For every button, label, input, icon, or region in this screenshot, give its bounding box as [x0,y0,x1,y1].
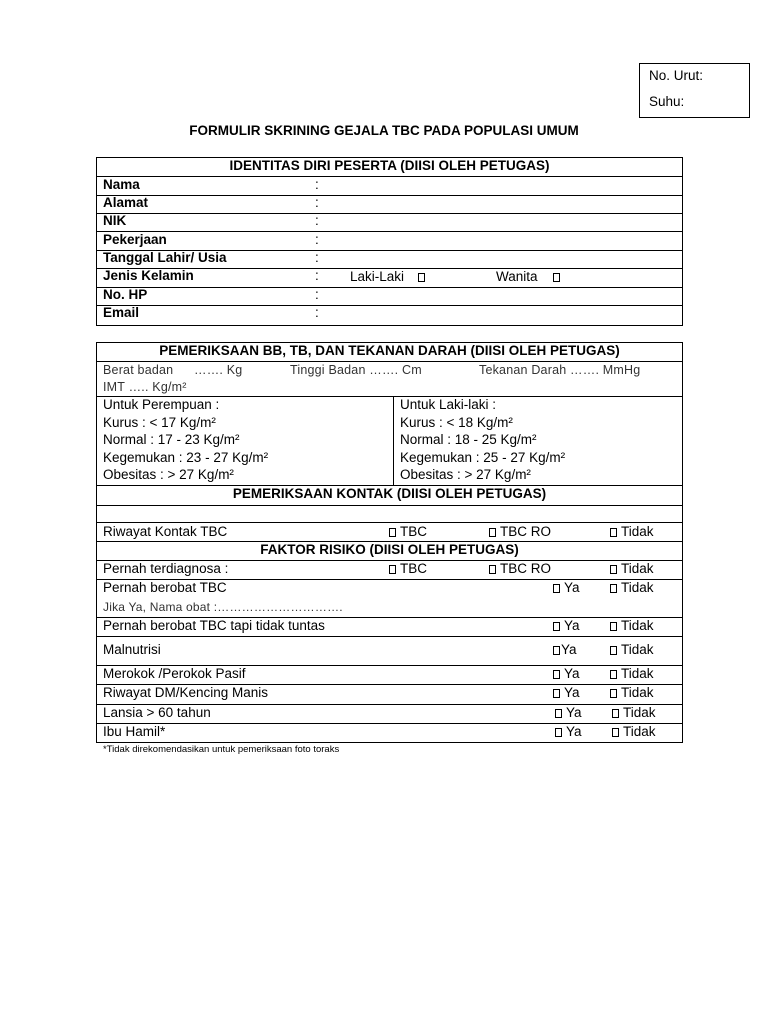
checkbox-icon[interactable] [553,670,560,679]
checkbox-icon[interactable] [612,709,619,718]
option-laki-laki[interactable] [350,269,429,285]
terdiagnosa-label: Pernah terdiagnosa : [103,561,229,576]
malnutrisi-option-ya[interactable]: Ya [553,642,577,658]
colon: : [315,213,319,228]
colon: : [315,268,319,283]
ibu-hamil-option-ya[interactable]: Ya [555,724,582,740]
lansia-label: Lansia > 60 tahun [103,705,211,720]
suhu-label: Suhu: [649,94,685,109]
nama-obat-label: Jika Ya, Nama obat :…………………………. [103,600,343,614]
merokok-option-ya[interactable]: Ya [553,666,580,682]
malnutrisi-label: Malnutrisi [103,642,161,657]
footnote: *Tidak direkomendasikan untuk pemeriksaan foto toraks [103,744,340,755]
registration-box [639,63,750,118]
tidak-tuntas-label: Pernah berobat TBC tapi tidak tuntas [103,618,325,633]
kontak-header: PEMERIKSAAN KONTAK (DIISI OLEH PETUGAS) [232,486,547,501]
merokok-option-tidak[interactable]: Tidak [610,666,654,682]
field-alamat-label: Alamat [103,195,149,210]
identitas-header: IDENTITAS DIRI PESERTA (DIISI OLEH PETUGAS) [229,158,550,173]
colon: : [315,232,319,247]
identitas-table [96,157,683,326]
merokok-label: Merokok /Perokok Pasif [103,666,246,681]
checkbox-icon[interactable] [553,273,560,282]
checkbox-icon[interactable] [610,622,617,631]
perempuan-kegemukan: Kegemukan : 23 - 27 Kg/m² [103,450,269,465]
checkbox-icon[interactable] [489,565,496,574]
checkbox-icon[interactable] [610,689,617,698]
faktor-risiko-header: FAKTOR RISIKO (DIISI OLEH PETUGAS) [260,542,519,557]
laki-laki-label: Laki-Laki [350,269,405,284]
perempuan-kurus: Kurus : < 17 Kg/m² [103,415,216,430]
checkbox-icon[interactable] [555,709,562,718]
field-nik-label: NIK [103,213,127,228]
field-email-label: Email [103,305,140,320]
terdiagnosa-option-tbc-ro[interactable]: TBC RO [489,561,551,577]
ibu-hamil-option-tidak[interactable]: Tidak [612,724,656,740]
checkbox-icon[interactable] [610,670,617,679]
field-pekerjaan-label: Pekerjaan [103,232,167,247]
laki-normal: Normal : 18 - 25 Kg/m² [400,432,537,447]
checkbox-icon[interactable] [553,689,560,698]
lansia-option-tidak[interactable]: Tidak [612,705,656,721]
kontak-option-tbc[interactable]: TBC [389,524,427,540]
pemeriksaan-header: PEMERIKSAAN BB, TB, DAN TEKANAN DARAH (DIISI OLEH PETUGAS) [159,343,620,358]
berat-badan-fill: ……. Kg [194,363,243,377]
checkbox-icon[interactable] [389,528,396,537]
checkbox-icon[interactable] [553,646,560,655]
dm-option-tidak[interactable]: Tidak [610,685,654,701]
checkbox-icon[interactable] [389,565,396,574]
checkbox-icon[interactable] [610,584,617,593]
dm-label: Riwayat DM/Kencing Manis [103,685,269,700]
form-title: FORMULIR SKRINING GEJALA TBC PADA POPULASI UMUM [189,123,579,138]
terdiagnosa-option-tidak[interactable]: Tidak [610,561,654,577]
checkbox-icon[interactable] [612,728,619,737]
kontak-option-tbc-ro[interactable]: TBC RO [489,524,551,540]
colon: : [315,250,319,265]
berobat-option-tidak[interactable]: Tidak [610,580,654,596]
checkbox-icon[interactable] [553,622,560,631]
laki-kurus: Kurus : < 18 Kg/m² [400,415,513,430]
checkbox-icon[interactable] [418,273,425,282]
no-urut-label: No. Urut: [649,68,704,83]
ibu-hamil-label: Ibu Hamil* [103,724,166,739]
perempuan-title: Untuk Perempuan : [103,397,220,412]
checkbox-icon[interactable] [610,646,617,655]
field-tanggal-lahir-label: Tanggal Lahir/ Usia [103,250,227,265]
field-nama-label: Nama [103,177,140,192]
berat-badan-label: Berat badan [103,363,174,377]
dm-option-ya[interactable]: Ya [553,685,580,701]
terdiagnosa-option-tbc[interactable]: TBC [389,561,427,577]
berobat-option-ya[interactable]: Ya [553,580,580,596]
laki-obesitas: Obesitas : > 27 Kg/m² [400,467,531,482]
checkbox-icon[interactable] [610,528,617,537]
berobat-label: Pernah berobat TBC [103,580,227,595]
field-no-hp-label: No. HP [103,287,148,302]
checkbox-icon[interactable] [555,728,562,737]
checkbox-icon[interactable] [489,528,496,537]
kontak-option-tidak[interactable]: Tidak [610,524,654,540]
tinggi-badan-label: Tinggi Badan ……. Cm [290,363,422,377]
colon: : [315,177,319,192]
colon: : [315,195,319,210]
colon: : [315,287,319,302]
perempuan-normal: Normal : 17 - 23 Kg/m² [103,432,240,447]
tekanan-darah-label: Tekanan Darah ……. MmHg [479,363,641,377]
field-jenis-kelamin-label: Jenis Kelamin [103,268,194,283]
tidak-tuntas-option-ya[interactable]: Ya [553,618,580,634]
riwayat-kontak-label: Riwayat Kontak TBC [103,524,228,539]
wanita-label: Wanita [496,269,538,284]
colon: : [315,305,319,320]
tidak-tuntas-option-tidak[interactable]: Tidak [610,618,654,634]
checkbox-icon[interactable] [553,584,560,593]
checkbox-icon[interactable] [610,565,617,574]
laki-kegemukan: Kegemukan : 25 - 27 Kg/m² [400,450,566,465]
pemeriksaan-table [96,342,683,743]
perempuan-obesitas: Obesitas : > 27 Kg/m² [103,467,234,482]
option-wanita[interactable] [496,269,564,285]
malnutrisi-option-tidak[interactable]: Tidak [610,642,654,658]
lansia-option-ya[interactable]: Ya [555,705,582,721]
laki-title: Untuk Laki-laki : [400,397,497,412]
imt-label: IMT ….. Kg/m² [103,380,187,394]
